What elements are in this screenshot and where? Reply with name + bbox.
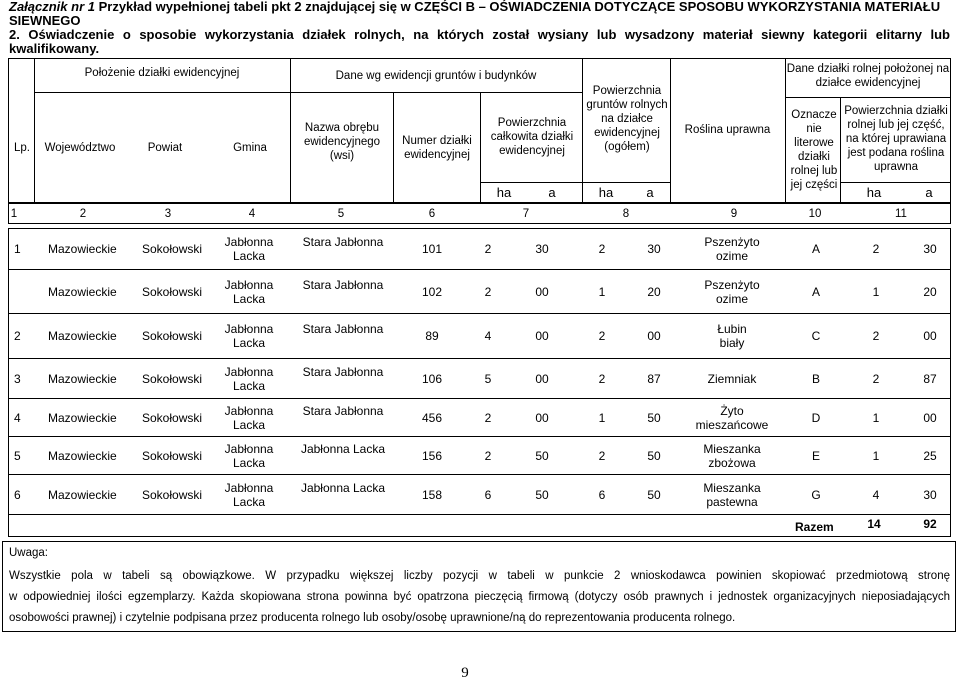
cell-pg-a: 50 (647, 411, 661, 425)
cell-obreb: Stara Jabłonna (302, 278, 384, 292)
cell-pc-ha: 6 (484, 488, 492, 502)
cell-powiat: Sokołowski (142, 449, 203, 463)
cell-roslina: Pszenżyto ozime (704, 278, 760, 306)
cell-pr-ha: 2 (872, 329, 880, 343)
cell-numer: 456 (421, 411, 443, 425)
cell-ozn: G (811, 488, 821, 502)
col-number: 6 (428, 208, 436, 220)
cell-pr-a: 30 (923, 488, 937, 502)
cell-pr-ha: 2 (872, 372, 880, 386)
col-number: 10 (808, 208, 822, 220)
cell-gmina: Jabłonna Lacka (224, 235, 274, 263)
cell-gmina: Jabłonna Lacka (224, 481, 274, 509)
cell-pc-ha: 2 (484, 242, 492, 256)
cell-ozn: E (811, 449, 820, 463)
col-number: 1 (10, 208, 18, 220)
cell-pg-ha: 1 (598, 411, 606, 425)
header-dane-rolnej: Dane działki rolnej położonej na działce ewidencyjnej (786, 63, 950, 89)
header-annex-label: Załącznik nr 1 (9, 0, 95, 14)
header-pow-calkowita: Powierzchnia całkowita działki ewidencyjnej (490, 117, 574, 157)
header-lp: Lp. (14, 142, 30, 154)
cell-pr-ha: 1 (872, 449, 880, 463)
cell-obreb: Stara Jabłonna (302, 404, 384, 418)
note-line-1: Wszystkie pola w tabeli są obowiązkowe. W przypadku większej liczby pozycji w tabeli w punkcie 2 wnioskodawca powinien skopiować przedmiotową stronę (9, 570, 950, 582)
note-line-2: w odpowiedniej ilości egzemplarzy. Każda skopiowana strona powinna być opatrzona pieczęcią firmową (dotyczy osób prawnych i jednostek organizacyjnych nieposiadających (9, 591, 950, 603)
header-pow-rolnej: Powierzchnia działki rolnej lub jej część, na której uprawiana jest podana roślina uprawna (844, 105, 948, 173)
col-number: 9 (730, 208, 738, 220)
cell-numer: 156 (421, 449, 443, 463)
cell-pg-a: 30 (647, 242, 661, 256)
cell-obreb: Stara Jabłonna (302, 235, 384, 249)
cell-pg-ha: 2 (598, 372, 606, 386)
header-oznaczenie: Oznacze nie literowe działki rolnej lub jej części (790, 109, 838, 191)
cell-pr-a: 25 (923, 449, 937, 463)
cell-pc-a: 50 (535, 449, 549, 463)
header-dane-ewid: Dane wg ewidencji gruntów i budynków (335, 70, 537, 82)
cell-roslina: Mieszanka pastewna (703, 481, 761, 509)
cell-gmina: Jabłonna Lacka (224, 404, 274, 432)
cell-pc-a: 00 (535, 372, 549, 386)
cell-gmina: Jabłonna Lacka (224, 442, 274, 470)
header-polozenie: Położenie działki ewidencyjnej (84, 67, 240, 79)
cell-woj: Mazowieckie (48, 488, 117, 502)
cell-pc-ha: 2 (484, 449, 492, 463)
cell-numer: 106 (421, 372, 443, 386)
cell-lp: 2 (14, 329, 21, 343)
cell-powiat: Sokołowski (142, 329, 203, 343)
header-line-2: SIEWNEGO (9, 13, 81, 28)
header-ha-2: ha (598, 185, 614, 200)
cell-pg-a: 50 (647, 449, 661, 463)
cell-powiat: Sokołowski (142, 488, 203, 502)
cell-woj: Mazowieckie (48, 285, 117, 299)
cell-pg-a: 00 (647, 329, 661, 343)
cell-pc-a: 00 (535, 329, 549, 343)
cell-roslina: Łubin biały (717, 322, 747, 350)
cell-pc-ha: 5 (484, 372, 492, 386)
cell-pg-a: 50 (647, 488, 661, 502)
header-ha-1: ha (496, 185, 512, 200)
header-a-3: a (925, 185, 933, 200)
col-number: 8 (622, 208, 630, 220)
cell-numer: 89 (425, 329, 439, 343)
cell-pc-a: 50 (535, 488, 549, 502)
cell-pc-ha: 4 (484, 329, 492, 343)
col-number: 5 (337, 208, 345, 220)
header-a-1: a (548, 185, 556, 200)
col-number: 4 (248, 208, 256, 220)
total-label: Razem (795, 520, 834, 534)
cell-pc-ha: 2 (484, 411, 492, 425)
cell-obreb: Stara Jabłonna (302, 322, 384, 336)
header-nazwa-obrebu: Nazwa obrębu ewidencyjnego (wsi) (303, 122, 381, 162)
header-line-3: 2. Oświadczenie o sposobie wykorzystania działek rolnych, na których został wysiany lub wysadzony materiał siewny kategorii elitarny lub (9, 27, 950, 42)
cell-pg-ha: 2 (598, 329, 606, 343)
total-a: 92 (923, 517, 937, 531)
cell-roslina: Ziemniak (707, 372, 757, 386)
total-ha: 14 (867, 517, 881, 531)
cell-ozn: B (811, 372, 820, 386)
cell-pr-a: 00 (923, 411, 937, 425)
cell-woj: Mazowieckie (48, 242, 117, 256)
cell-ozn: C (811, 329, 821, 343)
cell-pr-ha: 2 (872, 242, 880, 256)
header-ha-3: ha (866, 185, 882, 200)
cell-numer: 102 (421, 285, 443, 299)
cell-lp: 3 (14, 372, 21, 386)
cell-pg-ha: 2 (598, 449, 606, 463)
cell-pr-ha: 4 (872, 488, 880, 502)
header-roslina: Roślina uprawna (684, 124, 771, 136)
cell-pg-a: 20 (647, 285, 661, 299)
cell-gmina: Jabłonna Lacka (224, 365, 274, 393)
cell-pc-a: 30 (535, 242, 549, 256)
cell-ozn: D (811, 411, 821, 425)
cell-roslina: Żyto mieszańcowe (695, 404, 769, 432)
cell-gmina: Jabłonna Lacka (224, 322, 274, 350)
cell-lp: 4 (14, 411, 21, 425)
cell-pc-a: 00 (535, 285, 549, 299)
cell-obreb: Jabłonna Lacka (300, 481, 386, 495)
col-number: 7 (522, 208, 530, 220)
cell-woj: Mazowieckie (48, 329, 117, 343)
cell-roslina: Pszenżyto ozime (704, 235, 760, 263)
cell-ozn: A (811, 242, 820, 256)
cell-pg-ha: 6 (598, 488, 606, 502)
note-title: Uwaga: (9, 547, 48, 559)
cell-lp: 1 (14, 242, 21, 256)
cell-pg-a: 87 (647, 372, 661, 386)
cell-obreb: Jabłonna Lacka (300, 442, 386, 456)
cell-pr-ha: 1 (872, 411, 880, 425)
cell-roslina: Mieszanka zbożowa (703, 442, 761, 470)
cell-woj: Mazowieckie (48, 372, 117, 386)
header-powiat: Powiat (147, 142, 183, 154)
cell-pr-a: 30 (923, 242, 937, 256)
cell-pg-ha: 1 (598, 285, 606, 299)
cell-pc-a: 00 (535, 411, 549, 425)
cell-pg-ha: 2 (598, 242, 606, 256)
cell-pc-ha: 2 (484, 285, 492, 299)
cell-woj: Mazowieckie (48, 411, 117, 425)
header-line-4: kwalifikowany. (9, 41, 100, 56)
cell-woj: Mazowieckie (48, 449, 117, 463)
cell-numer: 101 (421, 242, 443, 256)
col-number: 2 (79, 208, 87, 220)
cell-powiat: Sokołowski (142, 242, 203, 256)
cell-pr-a: 20 (923, 285, 937, 299)
header-a-2: a (646, 185, 654, 200)
cell-powiat: Sokołowski (142, 285, 203, 299)
header-pow-gruntow: Powierzchnia gruntów rolnych na działce ewidencyjnej (ogółem) (586, 85, 668, 153)
page-number: 9 (461, 665, 469, 681)
col-number: 3 (164, 208, 172, 220)
header-annex-title: Przykład wypełnionej tabeli pkt 2 znajdującej się w CZĘŚCI B – OŚWIADCZENIA DOTYCZĄCE SPOSOBU WYKORZYSTANIA MATERIAŁU (94, 0, 941, 14)
cell-lp: 6 (14, 488, 21, 502)
cell-powiat: Sokołowski (142, 372, 203, 386)
header-wojewodztwo: Województwo (44, 142, 116, 154)
cell-powiat: Sokołowski (142, 411, 203, 425)
col-number: 11 (895, 208, 907, 220)
cell-lp: 5 (14, 449, 21, 463)
header-gmina: Gmina (233, 142, 267, 154)
header-numer-dzialki: Numer działki ewidencyjnej (402, 135, 472, 161)
note-line-3: osobowości prawnej) i czytelnie podpisana przez producenta rolnego lub osoby/osobę uprawnione/ną do reprezentowania producenta rolnego. (9, 612, 736, 624)
cell-numer: 158 (421, 488, 443, 502)
cell-obreb: Stara Jabłonna (302, 365, 384, 379)
cell-pr-a: 00 (923, 329, 937, 343)
cell-gmina: Jabłonna Lacka (224, 278, 274, 306)
cell-pr-a: 87 (923, 372, 937, 386)
cell-pr-ha: 1 (872, 285, 880, 299)
cell-ozn: A (811, 285, 820, 299)
